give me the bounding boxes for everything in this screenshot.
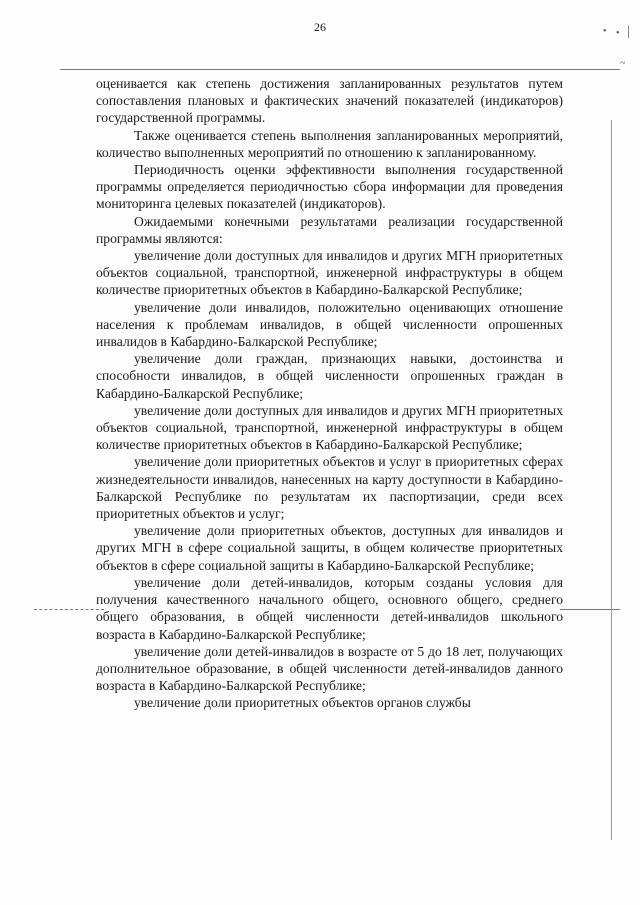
paragraph: увеличение доли детей-инвалидов в возрасте от 5 до 18 лет, получающих дополнительное образование, в общей численности детей-инвалидов данного возраста в Кабардино-Балкарской Республике; xyxy=(96,643,563,694)
scan-margin-line xyxy=(611,120,612,840)
scan-artifact: • xyxy=(603,26,607,37)
paragraph: Также оценивается степень выполнения запланированных мероприятий, количество выполненных мероприятий по отношению к запланированному. xyxy=(96,127,563,160)
paragraph: Ожидаемыми конечными результатами реализации государственной программы являются: xyxy=(96,213,563,246)
paragraph: увеличение доли детей-инвалидов, которым созданы условия для получения качественного начального общего, основного общего, среднего общего образования, в общей численности детей-инвалидов школьного возраста в Кабардино-Балкарской Республике; xyxy=(96,574,563,642)
paragraph: увеличение доли инвалидов, положительно оценивающих отношение населения к проблемам инвалидов, в общей численности опрошенных инвалидов в Кабардино-Балкарской Республике; xyxy=(96,299,563,350)
paragraph: увеличение доли приоритетных объектов органов службы xyxy=(134,695,471,711)
paragraph: увеличение доли доступных для инвалидов и других МГН приоритетных объектов социальной, транспортной, инженерной инфраструктуры в общем количестве приоритетных объектов в Кабардино-Балкарской Республике; xyxy=(96,402,563,453)
paragraph: Периодичность оценки эффективности выполнения государственной программы определяется периодичностью сбора информации для проведения мониторинга целевых показателей (индикаторов). xyxy=(96,162,563,212)
scan-artifact: • xyxy=(616,28,620,39)
scan-artifact: ~ xyxy=(620,58,626,69)
paragraph: увеличение доли граждан, признающих навыки, достоинства и способности инвалидов, в общей численности опрошенных граждан в Кабардино-Балкарской Республике; xyxy=(96,351,563,401)
scan-rule-line xyxy=(34,609,104,610)
paragraph: увеличение доли приоритетных объектов и услуг в приоритетных сферах жизнедеятельности инвалидов, нанесенных на карту доступности в Кабардино-Балкарской Республике по результатам их паспортизации, среди всех приоритетных объектов и услуг; xyxy=(96,454,563,522)
paragraph: увеличение доли приоритетных объектов, доступных для инвалидов и других МГН в сфере социальной защиты, в общем количестве приоритетных объектов в сфере социальной защиты в Кабардино-Балкарской Республике; xyxy=(96,523,563,573)
scan-rule-line xyxy=(60,69,620,70)
scan-artifact: | xyxy=(627,24,630,39)
paragraph: увеличение доли доступных для инвалидов и других МГН приоритетных объектов социальной, транспортной, инженерной инфраструктуры в общем количестве приоритетных объектов в Кабардино-Балкарской Республике; xyxy=(96,248,563,298)
body-text xyxy=(96,75,563,712)
paragraph: оценивается как степень достижения запланированных результатов путем сопоставления плановых и фактических значений показателей (индикаторов) государственной программы. xyxy=(96,76,563,126)
page-number: 26 xyxy=(314,20,326,34)
